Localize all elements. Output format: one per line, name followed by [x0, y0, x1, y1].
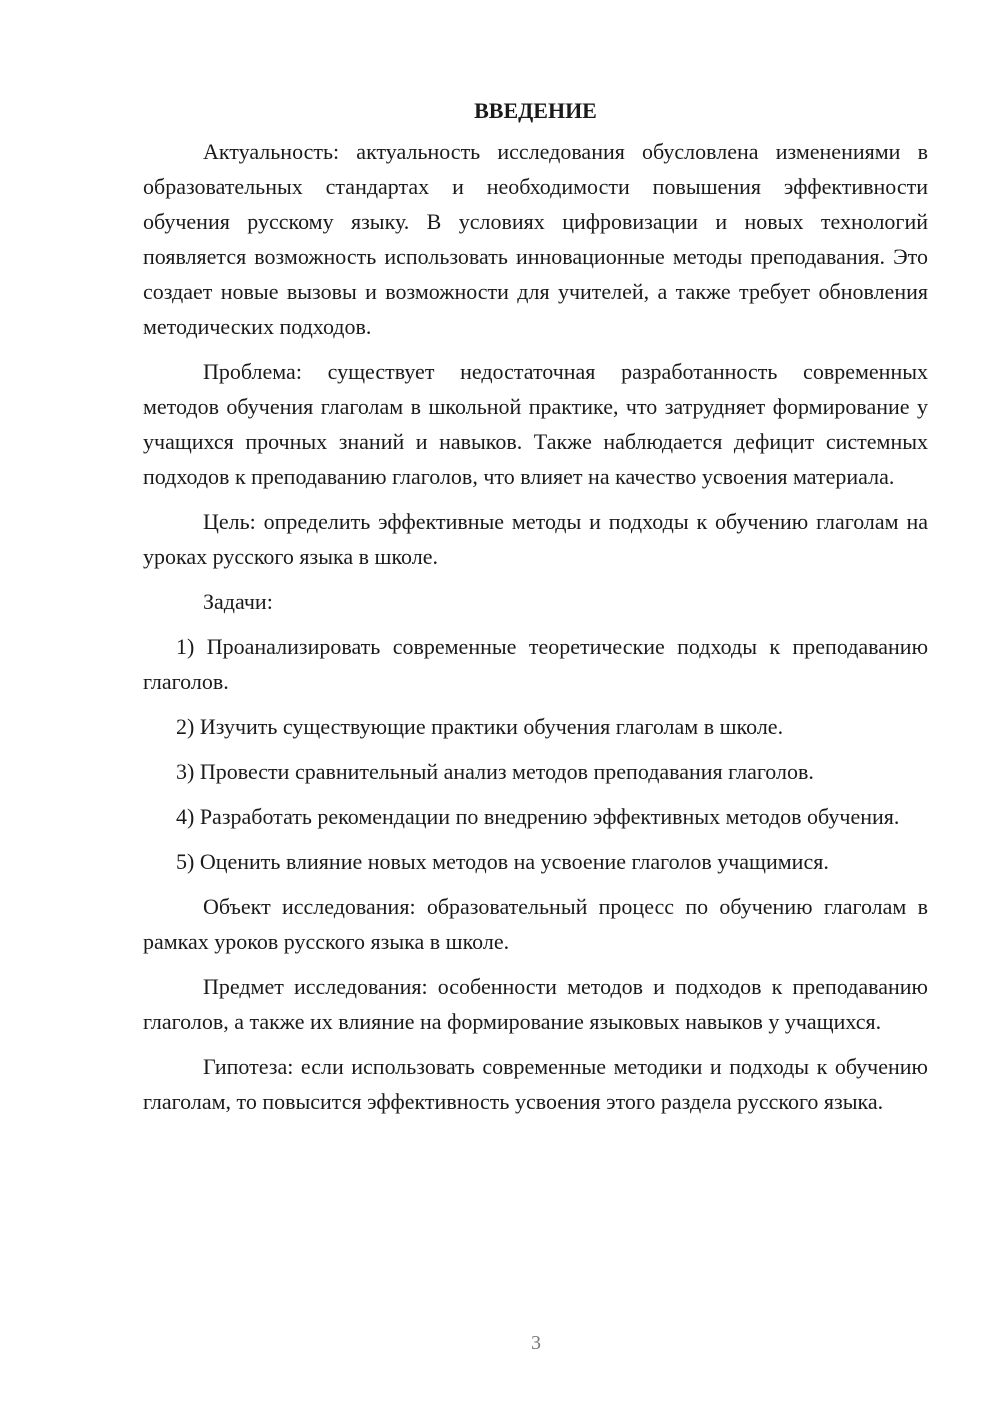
object-paragraph: Объект исследования: образовательный процесс по обучению глаголам в рамках уроков русского языка в школе.	[143, 894, 928, 954]
goal-paragraph: Цель: определить эффективные методы и подходы к обучению глаголам на уроках русского языка в школе.	[143, 509, 928, 569]
task-item-4: 4) Разработать рекомендации по внедрению эффективных методов обучения.	[176, 804, 900, 829]
subject-paragraph: Предмет исследования: особенности методов и подходов к преподаванию глаголов, а также их влияние на формирование языковых навыков у учащихся.	[143, 974, 928, 1034]
hypothesis-paragraph: Гипотеза: если использовать современные методики и подходы к обучению глаголам, то повысится эффективность усвоения этого раздела русского языка.	[143, 1054, 928, 1114]
document-page	[143, 96, 928, 1129]
section-title: ВВЕДЕНИЕ	[474, 98, 597, 123]
relevance-paragraph: Актуальность: актуальность исследования обусловлена изменениями в образовательных стандартах и необходимости повышения эффективности обучения русскому языку. В условиях цифровизации и новых технологий появляется возможность использовать инновационные методы преподавания. Это создает новые вызовы и возможности для учителей, а также требует обновления методических подходов.	[143, 139, 928, 339]
task-item-5: 5) Оценить влияние новых методов на усвоение глаголов учащимися.	[176, 849, 829, 874]
problem-paragraph: Проблема: существует недостаточная разработанность современных методов обучения глаголам в школьной практике, что затрудняет формирование у учащихся прочных знаний и навыков. Также наблюдается дефицит системных подходов к преподаванию глаголов, что влияет на качество усвоения материала.	[143, 359, 928, 489]
task-item-2: 2) Изучить существующие практики обучения глаголам в школе.	[176, 714, 784, 739]
task-item-1: 1) Проанализировать современные теоретические подходы к преподаванию глаголов.	[143, 634, 928, 694]
task-item-3: 3) Провести сравнительный анализ методов преподавания глаголов.	[176, 759, 814, 784]
tasks-heading: Задачи:	[203, 589, 273, 614]
page-number: 3	[531, 1332, 541, 1354]
